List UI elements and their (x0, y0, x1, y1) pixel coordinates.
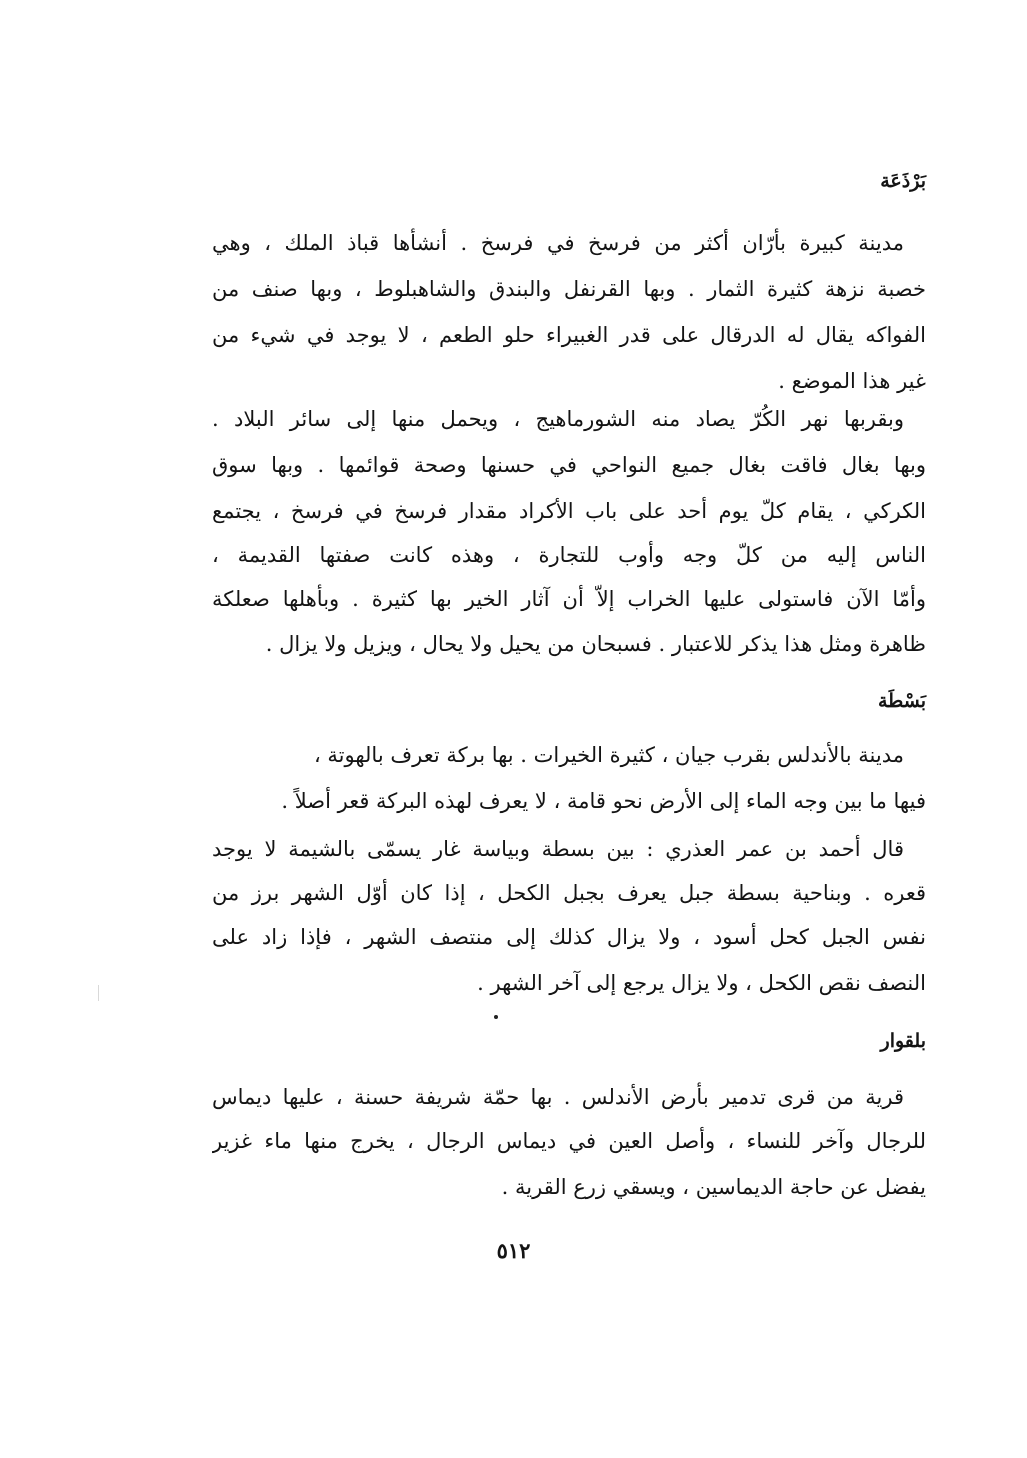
page-number: ٥١٢ (496, 1238, 531, 1263)
text-line: غير هذا الموضع . (778, 369, 926, 393)
text-line: وبقربها نهر الكُرّ يصاد منه الشورماهيج ، ويحمل منها إلى سائر البلاد . (212, 407, 904, 431)
text-line: مدينة كبيرة بأرّان أكثر من فرسخ في فرسخ . أنشأها قباذ الملك ، وهي (212, 231, 904, 255)
scan-mark (98, 985, 99, 1001)
text-line: قال أحمد بن عمر العذري : بين بسطة وبياسة غار يسمّى بالشيمة لا يوجد (212, 837, 904, 861)
text-line: خصبة نزهة كثيرة الثمار . وبها القرنفل والبندق والشاهبلوط ، وبها صنف من (212, 277, 926, 301)
text-line: قرية من قرى تدمير بأرض الأندلس . بها حمّة شريفة حسنة ، عليها ديماس (212, 1085, 904, 1109)
text-line: وأمّا الآن فاستولى عليها الخراب إلاّ أن آثار الخير بها كثيرة . وبأهلها صعلكة (212, 587, 926, 611)
text-line: وبها بغال فاقت بغال جميع النواحي في حسنها وصحة قوائمها . وبها سوق (212, 453, 926, 477)
entry-title: بَرْذَعَة (880, 170, 926, 192)
text-line: النصف نقص الكحل ، ولا يزال يرجع إلى آخر الشهر . (477, 971, 926, 995)
text-line: يفضل عن حاجة الديماسين ، ويسقي زرع القرية . (501, 1175, 926, 1199)
entry-title: بلقوار (880, 1030, 926, 1052)
text-line: مدينة بالأندلس بقرب جيان ، كثيرة الخيرات . بها بركة تعرف بالهوتة ، (313, 743, 904, 767)
text-line: نفس الجبل كحل أسود ، ولا يزال كذلك إلى منتصف الشهر ، فإذا زاد على (212, 925, 926, 949)
text-line: الكركي ، يقام كلّ يوم أحد على باب الأكراد مقدار فرسخ في فرسخ ، يجتمع (212, 499, 926, 523)
text-line: قعره . وبناحية بسطة جبل يعرف بجبل الكحل ، إذا كان أوّل الشهر برز من (212, 881, 926, 905)
text-line: للرجال وآخر للنساء ، وأصل العين في ديماس الرجال ، يخرج منها ماء غزير (212, 1129, 926, 1153)
text-line: فيها ما بين وجه الماء إلى الأرض نحو قامة ، لا يعرف لهذه البركة قعر أصلاً . (281, 789, 926, 813)
entry-title: بَسْطَة (877, 690, 926, 712)
text-line: ظاهرة ومثل هذا يذكر للاعتبار . فسبحان من يحيل ولا يحال ، ويزيل ولا يزال . (265, 632, 926, 656)
text-line: الفواكه يقال له الدرقال على قدر الغبيراء حلو الطعم ، لا يوجد في شيء من (212, 323, 926, 347)
text-line: الناس إليه من كلّ وجه وأوب للتجارة ، وهذه كانت صفتها القديمة ، (212, 543, 926, 567)
scan-speck (494, 1015, 498, 1019)
